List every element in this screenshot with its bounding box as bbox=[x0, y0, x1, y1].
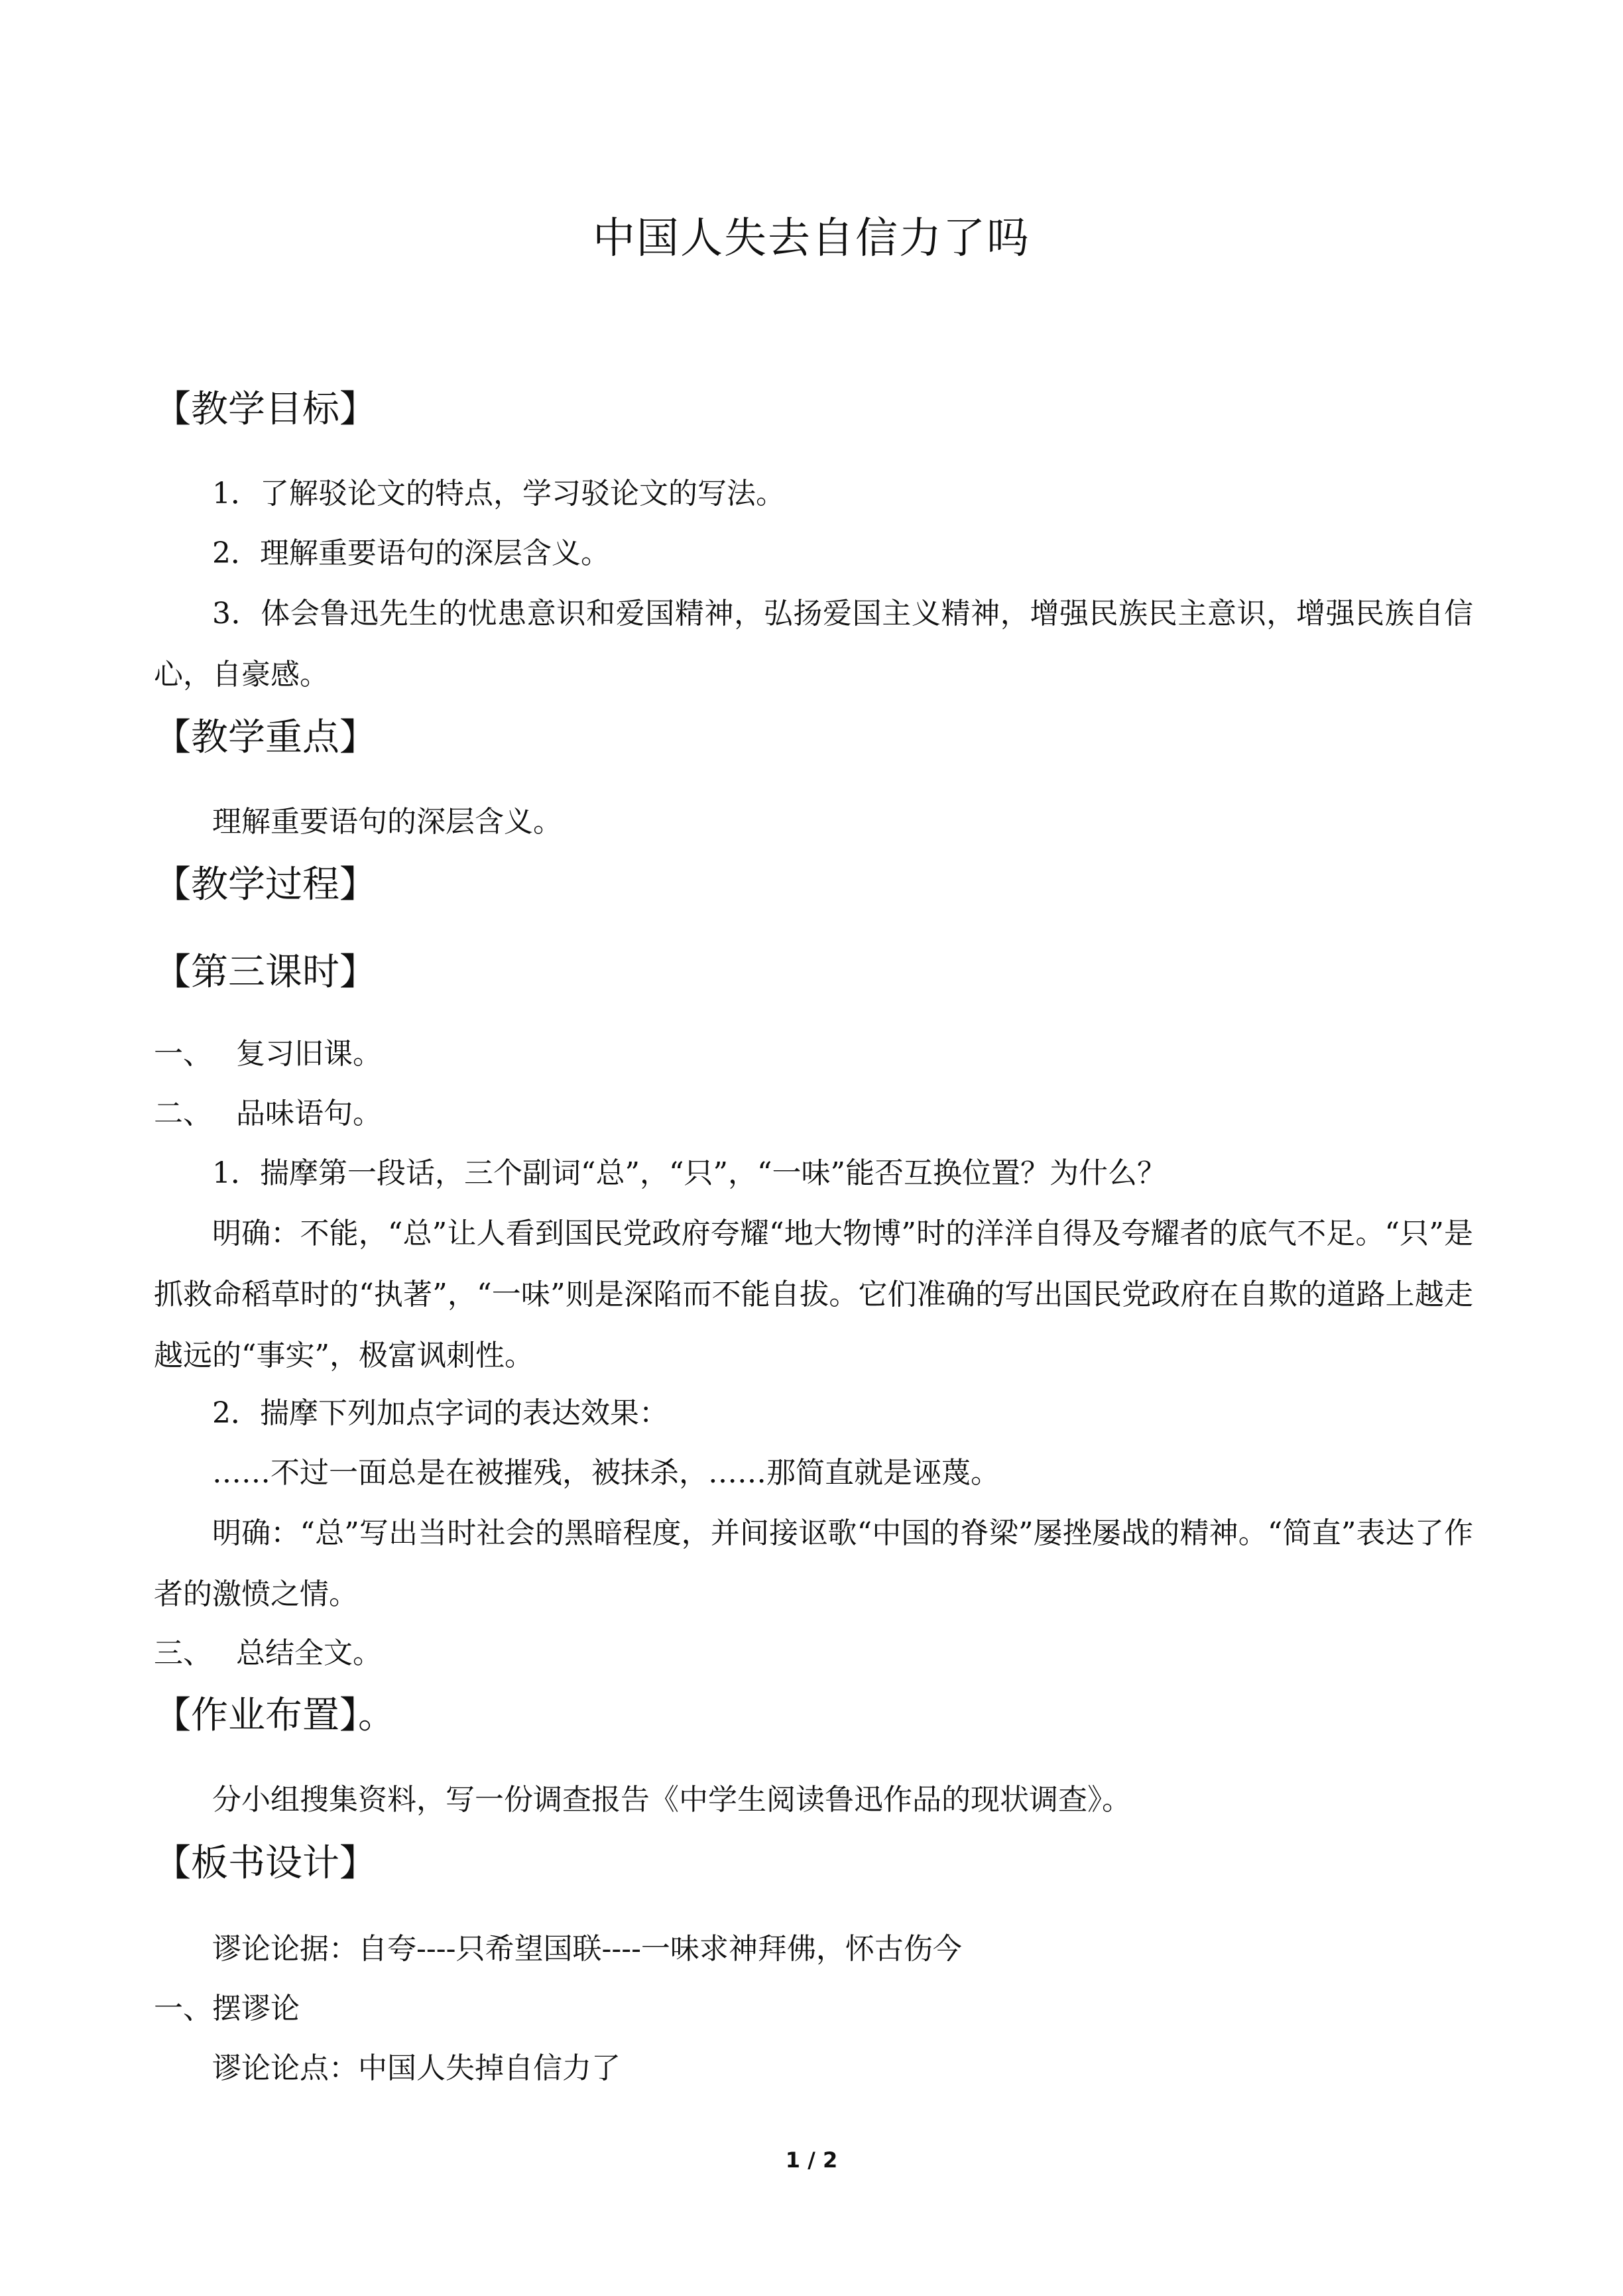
heading-focus: 【教学重点】 bbox=[154, 716, 377, 759]
heading-process: 【教学过程】 bbox=[154, 863, 377, 906]
objective-item-3: 3．体会鲁迅先生的忧患意识和爱国精神，弘扬爱国主义精神，增强民族民主意识，增强民族自信心，自豪感。 bbox=[154, 597, 1473, 692]
document-title: 中国人失去自信力了吗 bbox=[593, 214, 1030, 263]
heading-homework: 【作业布置】。 bbox=[154, 1694, 395, 1737]
step-1-text: 复习旧课。 bbox=[236, 1037, 382, 1071]
question-2-quote: ……不过一面总是在被摧残，被抹杀，……那简直就是诬蔑。 bbox=[212, 1456, 1000, 1490]
heading-board-design: 【板书设计】 bbox=[154, 1842, 377, 1885]
step-1-number: 一、 bbox=[154, 1037, 212, 1071]
step-3-text: 总结全文。 bbox=[236, 1636, 382, 1670]
question-2: 2．揣摩下列加点字词的表达效果： bbox=[212, 1396, 668, 1430]
homework-text: 分小组搜集资料，写一份调查报告《中学生阅读鲁迅作品的现状调查》。 bbox=[212, 1783, 1131, 1817]
step-1 bbox=[154, 1024, 1473, 1084]
answer-1: 明确：不能，“总”让人看到国民党政府夸耀“地大物博”时的洋洋自得及夸耀者的底气不足。“只”是抓救命稻草时的“执著”，“一味”则是深陷而不能自拔。它们准确的写出国民党政府在自欺的道路上越走越远的“事实”，极富讽刺性。 bbox=[154, 1217, 1473, 1372]
board-line-1: 谬论论据：自夸----只希望国联----一味求神拜佛，怀古伤今 bbox=[212, 1932, 962, 1966]
focus-text: 理解重要语句的深层含义。 bbox=[212, 805, 562, 839]
objective-item-1: 1．了解驳论文的特点，学习驳论文的写法。 bbox=[212, 477, 785, 511]
board-line-2: 一、摆谬论 bbox=[154, 1992, 300, 2025]
step-2-number: 二、 bbox=[154, 1097, 212, 1130]
step-2-text: 品味语句。 bbox=[236, 1097, 382, 1130]
heading-objectives: 【教学目标】 bbox=[154, 388, 377, 431]
step-2 bbox=[154, 1084, 1473, 1144]
question-1: 1．揣摩第一段话，三个副词“总”，“只”，“一味”能否互换位置？为什么？ bbox=[212, 1156, 1166, 1190]
page-indicator: 1 / 2 bbox=[785, 2147, 838, 2173]
step-3-number: 三、 bbox=[154, 1636, 212, 1670]
answer-2: 明确：“总”写出当时社会的黑暗程度，并间接讴歌“中国的脊梁”屡挫屡战的精神。“简直”表达了作者的激愤之情。 bbox=[154, 1516, 1473, 1611]
step-3 bbox=[154, 1624, 1473, 1683]
heading-third-lesson: 【第三课时】 bbox=[154, 951, 377, 994]
board-line-3: 谬论论点：中国人失掉自信力了 bbox=[212, 2051, 621, 2085]
objective-item-2: 2．理解重要语句的深层含义。 bbox=[212, 536, 610, 570]
